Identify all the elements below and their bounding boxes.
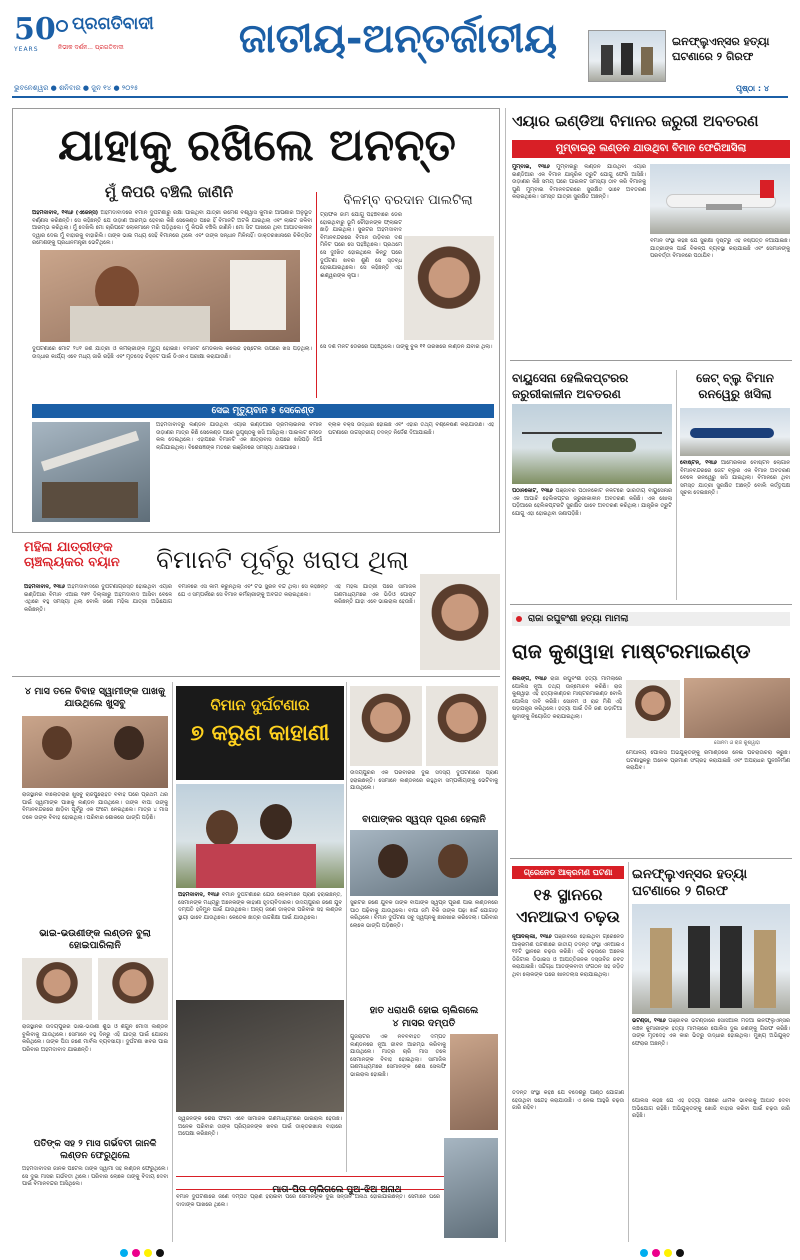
- tragic-box-title-2: ୭ କରୁଣ କାହାଣୀ: [190, 720, 330, 746]
- faulty-text1: ଅହମଦାବାଦରେ ଦୁର୍ଘଟଣାଗ୍ରସ୍ତ ହୋଇଥିବା ଏୟାର ଇଣ୍ଡିଆର ବିମାନ ଏଆଇ ୧୭୧ ଦିଲ୍ଲୀରୁ ଅହମଦାବାଦ ଆସିବା ବେଳେ ଏଥିରେ ବହୁ ସମସ୍ୟା ଥିଲା ବୋଲି ଜଣେ ମହିଳା ଯାତ୍ରୀ ଅଭିଯୋଗ କରିଛନ୍ତି।: [24, 584, 172, 613]
- couple-selfie-photo: [450, 1034, 498, 1130]
- anniversary-years: YEARS: [14, 46, 39, 53]
- sibling1-photo: [22, 958, 92, 1020]
- brand-logo-icon: [56, 20, 68, 32]
- raja-headline[interactable]: ରାଜ କୁଶୱାହା ମାଷ୍ଟରମାଇଣ୍ଡ: [512, 639, 751, 663]
- tragic-box-text2: ସ୍ୱଜନଙ୍କ ଶେଷ ଫଟୋ ଏବେ ସାମାଜିକ ଗଣମାଧ୍ୟମରେ ଭାଇରାଲ ହେଉଛି। ଅନେକ ପରିବାର ତାଙ୍କ ପ୍ରିୟଜନଙ୍କ ଖବର ପାଇଁ ଡାକ୍ତରଖାନା ବାହାରେ ଅପେକ୍ଷା କରିଛନ୍ତି।: [178, 1116, 342, 1138]
- grenade-kicker: [512, 866, 624, 879]
- story4-text: ଉଦୟପୁରର ଏକ ପରିବାରର ଦୁଇ ସଦସ୍ୟ ଦୁର୍ଘଟଣାରେ ପ୍ରାଣ ହରାଇଛନ୍ତି। ସେମାନେ ଲଣ୍ଡନରେ ରହୁଥିବା ସମ୍ପର୍କୀୟଙ୍କୁ ଭେଟିବାକୁ ଯାଉଥିଲେ।: [350, 770, 498, 792]
- teaser-headline[interactable]: ଇନଫ୍ଲୁଏନ୍ସର ହତ୍ୟା ଘଟଣାରେ ୨ ଗିରଫ: [672, 35, 770, 63]
- faulty-kicker: [24, 540, 154, 570]
- air-india-text2: ବିମାନ ସଂସ୍ଥା କହିଛି ଯେ ସୁରକ୍ଷା ଦୃଷ୍ଟିରୁ ଏହି ନିଷ୍ପତ୍ତି ନିଆଯାଇଛି। ଯାତ୍ରୀଙ୍କ ପାଇଁ ବିକଳ୍ପ ବ୍ୟବସ୍ଥା କରାଯାଇଛି ଏବଂ ସେମାନଙ୍କୁ ପରବର୍ତ୍ତୀ ବିମାନରେ ପଠାଯିବ।: [650, 238, 790, 260]
- teaser-photo: [588, 30, 666, 82]
- raja-byline: ଶିଲଙ୍ଗ, ୧୩ା୬: [512, 676, 547, 682]
- grenade-headline[interactable]: [512, 884, 624, 928]
- jetblue-headline[interactable]: ଜେଟ୍ ବ୍ଲୁ ବିମାନ ରନୱେରୁ ଖସିଲା: [696, 371, 774, 401]
- influencer-arrest-photo: [632, 904, 790, 1014]
- story1-text: ରାଜସ୍ଥାନର ବାଲୋତରାର ଖୁସବୁ ରାଜପୁରୋହିତ ବିବାହ ପରେ ପ୍ରଥମ ଥର ପାଇଁ ସ୍ୱାମୀଙ୍କ ପାଖକୁ ଲଣ୍ଡନ ଯାଉଥିଲେ। ତାଙ୍କ ବାପା ତାଙ୍କୁ ବିମାନବନ୍ଦରରେ ଛାଡ଼ିବା ପୂର୍ବରୁ ଏକ ଫଟୋ ନେଇଥିଲେ। ମାତ୍ର ୪ ମାସ ତଳେ ତାଙ୍କ ବିବାହ ହୋଇଥିଲା। ପରିବାର ଶୋକରେ ଭାଙ୍ଗି ପଡ଼ିଛି।: [22, 792, 168, 821]
- lead-sub3-band: [32, 404, 494, 418]
- story5-text: ସୁରଟର ଜଣେ ଯୁବକ ତାଙ୍କ ବାପାଙ୍କ ସ୍ୱପ୍ନ ପୂରଣ ପାଇଁ ଲଣ୍ଡନରେ ପାଠ ପଢ଼ିବାକୁ ଯାଉଥିଲେ। ବାପା ଜମି ବିକି ତାଙ୍କ ପଢ଼ା ଖର୍ଚ୍ଚ ଯୋଗାଡ଼ କରିଥିଲେ। ବିମାନ ଦୁର୍ଘଟଣା ସବୁ ସ୍ୱପ୍ନକୁ ଛାରଖାର କରିଦେଲା। ପରିବାର ଲୋକେ ଭାଙ୍ଗି ପଡ଼ିଛନ୍ତି।: [350, 900, 498, 929]
- khusboo-photo: [22, 716, 168, 788]
- family-group-photo: [176, 1000, 344, 1112]
- anniversary-number: 50: [14, 12, 56, 47]
- orphaned-children-photo: [444, 1138, 498, 1238]
- lead-sub1-byline: ଅହମଦାବାଦ, ୧୩ା୬ (ଏଜେନ୍ସି): [32, 210, 99, 216]
- lead-sub2-divider: [316, 192, 317, 398]
- tragic-box-text: ବିମାନ ଦୁର୍ଘଟଣାରେ ଯେଉଁ ଲୋକମାନେ ପ୍ରାଣ ହରାଇଛନ୍ତି, ସେମାନଙ୍କ ମଧ୍ୟରୁ ଅନେକଙ୍କ କାହାଣୀ ହୃଦୟବିଦାରକ। ଉଦୟପୁରର ଜଣେ ଯୁବ ଦମ୍ପତି ହନିମୁନ ପାଇଁ ଯାଉଥିଲେ। ଅନ୍ୟ ଜଣେ ଡାକ୍ତର ପରିବାର ସହ ଲଣ୍ଡନ ସ୍ଥାୟୀ ଭାବେ ଯାଉଥିଲେ। କେତେକ ଛାତ୍ର ଉଚ୍ଚଶିକ୍ଷା ପାଇଁ ଯାଉଥିଲେ।: [178, 892, 342, 921]
- lead-sub1-text: ଅହମଦାବାଦରେ ବିମାନ ଦୁର୍ଘଟଣାରୁ ରକ୍ଷା ପାଇଥିବା ଯାତ୍ରୀ ରମେଶ ବିଶ୍ୱାସ କୁମାର ଆପଣାର ଅନୁଭୂତି ବର୍ଣ୍ଣନା କରିଛନ୍ତି। ସେ କହିଛନ୍ତି ଯେ ଉଡ଼ାଣ ଆରମ୍ଭ ହେବାର କିଛି ସେକେଣ୍ଡ ପରେ ହିଁ ବିମାନଟି ଅଟକି ଯାଇଥିଲା ଏବଂ ଲାଇଟ ଜଳିବା ଆରମ୍ଭ କରିଥିଲା। ମୁଁ ଦେଖିଲି ମୋ ଚାରିପଟେ ଲୋକମାନେ ମରି ପଡ଼ିଥିଲେ। ମୁଁ କିପରି ବଞ୍ଚିଲି ଜାଣିନି। ମୋ ସିଟ ପାଖରେ ଥିବା ଆପାତକାଳୀନ ଦ୍ୱାର ଦେଇ ମୁଁ ବାହାରକୁ ବାହାରିଲି। ତାଙ୍କ ଭାଇ ମଧ୍ୟ ସେହି ବିମାନରେ ଥିଲେ ଏବଂ ତାଙ୍କ ସନ୍ଧାନ ମିଳିନାହିଁ। ଡାକ୍ତରଖାନାରେ ଚିକିତ୍ସିତ ରମେଶଙ୍କୁ ପ୍ରଧାନମନ୍ତ୍ରୀ ଭେଟିଥିଲେ।: [32, 210, 312, 247]
- grenade-text: ପଞ୍ଜାବରେ ହୋଇଥିବା ଗ୍ରେନେଡ ଆକ୍ରମଣ ଘଟଣାରେ ଜାତୀୟ ତଦନ୍ତ ସଂସ୍ଥା ଏନଆଇଏ ୧୫ଟି ସ୍ଥାନରେ ଚଢ଼ଉ କରିଛି। ଏହି ଚଢ଼ଉରେ ଅନେକ ଡିଜିଟାଲ ଡିଭାଇସ ଓ ଆପତ୍ତିଜନକ ଦସ୍ତାବିଜ ଜବତ କରାଯାଇଛି। ସନ୍ଦିଗ୍ଧ ଆତଙ୍କବାଦୀ ସଂଗଠନ ସହ ଜଡ଼ିତ ଥିବା ଲୋକଙ୍କ ଘରେ ଖାନତଲାସ କରାଯାଇଥିଲା।: [512, 934, 624, 978]
- page-number: ପୃଷ୍ଠା : ୪: [736, 84, 769, 93]
- air-india-plane-photo: [650, 164, 790, 234]
- grenade-byline: ନୂଆଦିଲ୍ଲୀ, ୧୩ା୬: [512, 934, 552, 940]
- grenade-headline-line1: ୧୫ ସ୍ଥାନରେ: [533, 885, 603, 904]
- air-india-text: ମୁମ୍ବାଇରୁ ଲଣ୍ଡନ ଯାଉଥିବା ଏୟାର ଇଣ୍ଡିଆର ଏକ ବିମାନ ଯାନ୍ତ୍ରିକ ତ୍ରୁଟି ଯୋଗୁ ଫେରି ଆସିଛି। ଉଡ଼ାଣର କିଛି ସମୟ ପରେ ପାଇଲଟ ସମସ୍ୟା ଠାବ କରି ବିମାନକୁ ପୁଣି ମୁମ୍ବାଇ ବିମାନବନ୍ଦରରେ ସୁରକ୍ଷିତ ଭାବେ ଅବତରଣ କରାଇଥିଲେ। ସମସ୍ତ ଯାତ୍ରୀ ସୁରକ୍ଷିତ ଅଛନ୍ତି।: [512, 164, 646, 201]
- father-dream-photo: [350, 830, 498, 896]
- influencer-text: ପଞ୍ଜାବର ଭଟିଣ୍ଡାରେ ସୋସିଆଲ ମିଡିଆ ଇନଫ୍ଲୁଏନ୍ସର କଞ୍ଚନ କୁମାରୀଙ୍କ ହତ୍ୟା ମାମଲାରେ ପୋଲିସ ଦୁଇ ଜଣଙ୍କୁ ଗିରଫ କରିଛି। ତାଙ୍କ ମୃତଦେହ ଏକ କାର ଭିତରୁ ଉଦ୍ଧାର ହୋଇଥିଲା। ମୁଖ୍ୟ ଅଭିଯୁକ୍ତ ଫେରାର ଅଛନ୍ତି।: [632, 1018, 790, 1047]
- crash-photo: [32, 422, 150, 522]
- woman-passenger-photo: [420, 574, 500, 670]
- helicopter-headline[interactable]: ବାୟୁସେନା ହେଲିକପ୍ଟରର ଜରୁରୀକାଳୀନ ଅବତରଣ: [512, 371, 629, 401]
- lead-sub3-headline[interactable]: ସେଇ ମୃତ୍ୟୁବାନ ୫ ସେକେଣ୍ଡ: [211, 406, 315, 416]
- faulty-kicker-line1: ମହିଳା ଯାତ୍ରୀଙ୍କ: [24, 540, 113, 555]
- story1-headline[interactable]: ୪ ମାସ ତଳେ ବିବାହ ସ୍ୱାମୀଙ୍କ ପାଖକୁ ଯାଉଥିଲେ ଖୁସବୁ: [24, 686, 166, 709]
- raja-kicker-bullet: [516, 616, 522, 622]
- jetblue-photo: [680, 408, 790, 456]
- story6-headline-line2: ୪ ମାସର ଦମ୍ପତି: [392, 1018, 456, 1029]
- lead-sub3-text: ଅହମଦାବାଦରୁ ଲଣ୍ଡନ ଯାଉଥିବା ଏୟାର ଇଣ୍ଡିଆର ଡ୍ରିମଲାଇନର ବିମାନ ଉଡ଼ାଣର ମାତ୍ର କିଛି ସେକେଣ୍ଡ ପରେ ଭୂପୃଷ୍ଠକୁ ଖସି ଆସିଥିଲା। ପାଇଲଟ ମେଡେ କଲ ଦେଇଥିଲେ। ଏହାପରେ ବିମାନଟି ଏକ ଛାତ୍ରାବାସ ଉପରେ ଖସିପଡ଼ି ନିଆଁ ଲାଗିଯାଇଥିଲା। ବିଶେଷଜ୍ଞଙ୍କ ମତରେ ଇଞ୍ଜିନରେ ସମସ୍ୟା ଥାଇପାରେ।: [156, 422, 322, 451]
- masthead: [0, 0, 800, 93]
- brand-tagline: ନିଭୀକ ଦର୍ଶନ... ପ୍ରଗତିବାଦୀ: [58, 44, 124, 51]
- tragic-box-title-1: ବିମାନ ଦୁର୍ଘଟଣାର: [210, 696, 310, 714]
- lead-sub2-text2: ସେ ଦଶ ମିନିଟ ଡେରିରେ ପହଞ୍ଚିଥିଲେ। ତାଙ୍କୁ ବୁକ ୧୧ ତାରିଖରେ ଲଣ୍ଡନ ଯିବାର ଥିଲା।: [320, 344, 493, 350]
- story7-headline[interactable]: ମାତା-ପିତା ଚାଲିଗଲେ ପୁଅ-ଝିଅ ଅନାଥ: [272, 1185, 402, 1195]
- sonam-raj-photo: [684, 678, 790, 738]
- helicopter-text: ପଞ୍ଜାବର ପଠାନକୋଟ ନିକଟରେ ଭାରତୀୟ ବାୟୁସେନାର ଏକ ଆପାଚି ହେଲିକପ୍ଟର ଜରୁରୀକାଳୀନ ଅବତରଣ କରିଛି। ଏକ ଖୋଲା ପଡ଼ିଆରେ ହେଲିକପ୍ଟରଟି ସୁରକ୍ଷିତ ଭାବେ ଅବତରଣ କରିଥିଲା। ଯାନ୍ତ୍ରିକ ତ୍ରୁଟି ଯୋଗୁ ଏହା ହୋଇଥିବା ଜଣାପଡ଼ିଛି।: [512, 488, 672, 517]
- air-india-band-text: ମୁମ୍ବାଇରୁ ଲଣ୍ଡନ ଯାଉଥିବା ବିମାନ ଫେରିଆସିଲା: [555, 143, 747, 154]
- raj-kushwaha-photo: [626, 680, 680, 738]
- story3-text: ଅହମଦାବାଦର ଜାନକି ପଟେଲ ତାଙ୍କ ସ୍ୱାମୀ ସହ ଲଣ୍ଡନ ଫେରୁଥିଲେ। ସେ ଦୁଇ ମାସର ଗର୍ଭବତୀ ଥିଲେ। ପରିବାର ଲୋକେ ତାଙ୍କୁ ବିଦାୟ ଦେବା ପାଇଁ ବିମାନବନ୍ଦର ଆସିଥିଲେ।: [22, 1166, 168, 1188]
- story2-headline[interactable]: ଭାଇ-ଭଉଣୀଙ୍କ ଲଣ୍ଡନ ବୁଲା ହୋଇପାରିଲାନି: [39, 928, 151, 951]
- influencer-byline: ଭଟିଣ୍ଡା, ୧୩ା୬: [632, 1018, 666, 1024]
- raja-photo-caption: ସୋନମ ଓ ରାଜ କୁଶୱାହା: [713, 740, 761, 746]
- masthead-rule: [12, 96, 788, 98]
- faulty-text3: ଏହି ମହିଳା ଯାତ୍ରୀ ପରେ ସାମାଜିକ ଗଣମାଧ୍ୟମରେ ଏକ ଭିଡିଓ ପୋଷ୍ଟ କରିଛନ୍ତି ଯାହା ଏବେ ଭାଇରାଲ ହେଉଛି।: [334, 584, 416, 606]
- raja-text: ରାଜା ରଘୁବଂଶୀ ହତ୍ୟା ମାମଲାରେ ପୋଲିସ ନୂଆ ତଥ୍ୟ ଉନ୍ମୋଚନ କରିଛି। ରାଜ କୁଶୱାହା ଏହି ହତ୍ୟାକାଣ୍ଡର ମାଷ୍ଟରମାଇଣ୍ଡ ବୋଲି ପୋଲିସ ଦାବି କରିଛି। ସୋନମ ଓ ରାଜ ମିଶି ଏହି ଷଡ଼ଯନ୍ତ୍ର କରିଥିଲେ। ହତ୍ୟା ପାଇଁ ତିନି ଜଣ ଭଡ଼ାଟିଆ ଖୁନୀଙ୍କୁ ନିୟୋଜିତ କରାଯାଇଥିଲା।: [512, 676, 622, 720]
- brand-name: ପ୍ରଗତିବାଦୀ: [72, 14, 154, 34]
- story6-text: ଗୁଜରାଟର ଏକ ନବବିବାହିତ ଦମ୍ପତି ଲଣ୍ଡନରେ ନୂଆ ଜୀବନ ଆରମ୍ଭ କରିବାକୁ ଯାଉଥିଲେ। ମାତ୍ର ଚାରି ମାସ ତଳେ ସେମାନଙ୍କ ବିବାହ ହୋଇଥିଲା। ସାମାଜିକ ଗଣମାଧ୍ୟମରେ ସେମାନଙ୍କ ଶେଷ ସେଲଫି ଭାଇରାଲ ହୋଇଛି।: [350, 1034, 446, 1078]
- story2-text: ରାଜସ୍ଥାନର ଉଦୟପୁରର ଭାଇ-ଭଉଣୀ ଶୁଭ ଓ ଶଗୁନ ମୋଦୀ ଲଣ୍ଡନ ବୁଲିବାକୁ ଯାଉଥିଲେ। ସେମାନେ ବହୁ ଦିନରୁ ଏହି ଯାତ୍ରା ପାଇଁ ଯୋଜନା କରିଥିଲେ। ତାଙ୍କ ପିତା ଜଣେ ମାର୍ବଲ ବ୍ୟବସାୟୀ। ଦୁର୍ଘଟଣା ଖବର ପାଇ ପରିବାର ଅହମଦାବାଦ ଯାଇଛନ୍ତି।: [22, 1024, 168, 1053]
- faulty-kicker-line2: ଚାଞ୍ଚଲ୍ୟକର ବୟାନ: [24, 555, 120, 570]
- faulty-byline: ଅହମଦାବାଦ, ୧୩ା୬: [24, 584, 66, 590]
- section-title: ଜାତୀୟ-ଅନ୍ତର୍ଜାତୀୟ: [238, 16, 558, 62]
- bhoomi-photo: [404, 236, 494, 340]
- anniversary-logo: [14, 14, 54, 60]
- raja-text2: ମେଘାଳୟ ପୋଲିସ ଅଭିଯୁକ୍ତଙ୍କୁ ରିମାଣ୍ଡରେ ନେଇ ପଚରାଉଚରା କରୁଛି। ଘଟଣାସ୍ଥଳରୁ ଅନେକ ପ୍ରମାଣ ସଂଗ୍ରହ କରାଯାଇଛି ଏବଂ ଅପରାଧର ପୁନଃନିର୍ମାଣ କରାଯିବ।: [626, 750, 790, 772]
- lead-sub1-text2: ଦୁର୍ଘଟଣାରେ ମୋଟ ୨୪୧ ଜଣ ଯାତ୍ରୀ ଓ କର୍ମଚାରୀଙ୍କ ମୃତ୍ୟୁ ହୋଇଛି। ବିମାନଟି ମେଡିକାଲ କଲେଜ ହଷ୍ଟେଲ ଉପରେ ଖସି ପଡ଼ିଥିଲା। ଉଦ୍ଧାର କାର୍ଯ୍ୟ ଏବେ ମଧ୍ୟ ଜାରି ରହିଛି ଏବଂ ମୃତଦେହ ଚିହ୍ନଟ ପାଇଁ ଡିଏନଏ ପରୀକ୍ଷା କରାଯାଉଛି।: [32, 346, 312, 360]
- faulty-headline[interactable]: ବିମାନଟି ପୂର୍ବରୁ ଖରାପ ଥିଲା: [156, 545, 409, 574]
- jetblue-text: ଆମେରିକାର ବୋଷ୍ଟନ ଲୋଗାନ ବିମାନବନ୍ଦରରେ ଜେଟ ବ୍ଲୁର ଏକ ବିମାନ ଅବତରଣ ବେଳେ ରନୱେରୁ ଖସି ଯାଇଥିଲା। ବିମାନରେ ଥିବା ସମସ୍ତ ଯାତ୍ରୀ ସୁରକ୍ଷିତ ଅଛନ୍ତି ବୋଲି କର୍ତ୍ତୃପକ୍ଷ ସୂଚନା ଦେଇଛନ୍ତି।: [680, 460, 790, 497]
- story7-text: ବିମାନ ଦୁର୍ଘଟଣାରେ ଜଣେ ଦମ୍ପତି ପ୍ରାଣ ହରାଇବା ପରେ ସେମାନଙ୍କ ଦୁଇ ସନ୍ତାନ ଅନାଥ ହୋଇଯାଇଛନ୍ତି। ସେମାନେ ଘରେ ଦାଦାଙ୍କ ପାଖରେ ଥିଲେ।: [176, 1194, 440, 1208]
- helicopter-byline: ପଠାନକୋଟ, ୧୩ା୬: [512, 488, 553, 494]
- story6-headline[interactable]: [350, 1004, 498, 1030]
- air-india-byline: ମୁମ୍ବାଇ, ୧୩ା୬: [512, 164, 550, 170]
- lead-sub2-headline[interactable]: ବିଳମ୍ବ ବରଦାନ ପାଲଟିଲା: [343, 193, 473, 208]
- air-india-band: [512, 140, 790, 158]
- survivor-photo: [40, 250, 300, 342]
- faulty-text2: ବିମାନରେ ଏସି କାମ କରୁନଥିଲା ଏବଂ ଟିଭି ସ୍କ୍ରିନ ବନ୍ଦ ଥିଲା। ସେ କହିଛନ୍ତି ଯେ ଏ ସମ୍ପର୍କରେ ସେ ବିମାନ କର୍ମଚାରୀଙ୍କୁ ଅବଗତ କରାଇଥିଲେ।: [178, 584, 328, 598]
- dateline: ଭୁବନେଶ୍ୱର ● ଶନିବାର ● ଜୁନ ୧୪ ● ୨୦୨୫: [14, 84, 139, 92]
- story6-headline-line1: ହାତ ଧରାଧରି ହୋଇ ଚାଲିଗଲେ: [369, 1005, 479, 1016]
- tragic-stories-box: [176, 686, 344, 780]
- honeymoon-couple-photo: [176, 784, 344, 888]
- lead-sub3-text2: ବ୍ଲାକ ବକ୍ସ ଉଦ୍ଧାର ହୋଇଛି ଏବଂ ଏହାର ତଥ୍ୟ ବିଶ୍ଳେଷଣ କରାଯାଉଛି। ଏହି ଘଟଣାରେ ଉଚ୍ଚସ୍ତରୀୟ ତଦନ୍ତ ନିର୍ଦ୍ଦେଶ ଦିଆଯାଇଛି।: [328, 422, 494, 436]
- influencer-headline[interactable]: ଇନଫ୍ଲୁଏନ୍ସର ହତ୍ୟା ଘଟଣାରେ ୨ ଗିରଫ: [632, 867, 748, 899]
- grenade-kicker-text: ଗ୍ରେନେଡ ଆକ୍ରମଣ ଘଟଣା: [523, 868, 613, 877]
- lead-sub1-headline[interactable]: ମୁଁ କିପରି ବଞ୍ଚିଲି ଜାଣିନି: [104, 183, 234, 201]
- helicopter-photo: [512, 404, 672, 484]
- lead-sub2-text: ଟ୍ରାଫିକ ଜାମ ଯୋଗୁ ପହଞ୍ଚିବାରେ ଡେରି ହୋଇଥିବାରୁ ଭୂମି ଚୌହାନଙ୍କ ଫ୍ଲାଇଟ ଛାଡ଼ି ଯାଇଥିଲା। ସୁରଟର ଅହମଦାବାଦ ବିମାନବନ୍ଦରରେ ବିମାନ ଉଡ଼ିବାର ଦଶ ମିନିଟ ପରେ ସେ ପହଞ୍ଚିଥିଲେ। ପ୍ରଥମେ ସେ ଦୁଃଖିତ ହୋଇଥିଲେ କିନ୍ତୁ ପରେ ଦୁର୍ଘଟଣା ଖବର ଶୁଣି ସେ ସ୍ତବ୍ଧ ହୋଇଯାଇଥିଲେ। ସେ କହିଛନ୍ତି ଏହା ଈଶ୍ୱରଙ୍କ କୃପା।: [320, 212, 402, 279]
- tragic-box-byline: ଅହମଦାବାଦ, ୧୩ା୬: [178, 892, 220, 898]
- air-india-headline[interactable]: ଏୟାର ଇଣ୍ଡିଆ ବିମାନର ଜରୁରୀ ଅବତରଣ: [512, 112, 759, 130]
- jetblue-byline: ବୋଷ୍ଟନ, ୧୩ା୬: [680, 460, 717, 466]
- sibling2-photo: [98, 958, 168, 1020]
- print-color-bar: [0, 1246, 800, 1260]
- influencer-text2: ପୋଲିସ କହିଛି ଯେ ଏହି ହତ୍ୟା ପଛରେ ଧାର୍ମିକ ଭାବନାକୁ ଆଘାତ ଦେବା ଅଭିଯୋଗ ରହିଛି। ଅଭିଯୁକ୍ତଙ୍କୁ ଖୋଜି ବାହାର କରିବା ପାଇଁ ଚଢ଼ଉ ଜାରି ରହିଛି।: [632, 1098, 790, 1120]
- raja-kicker-text: ରାଜା ରଘୁବଂଶୀ ହତ୍ୟା ମାମଲା: [528, 614, 629, 624]
- raja-kicker: [512, 612, 790, 626]
- grenade-text2: ତଦନ୍ତ ସଂସ୍ଥା କହିଛି ଯେ ବିଦେଶରୁ ପାଣ୍ଠି ଯୋଗାଣ ହେଉଥିବା ସନ୍ଦେହ କରାଯାଉଛି। ଏ ନେଇ ଆହୁରି ଚଢ଼ଉ ଜାରି ରହିବ।: [512, 1090, 624, 1112]
- story5-headline[interactable]: ବାପାଙ୍କର ସ୍ୱପ୍ନ ପୂରଣ ହେଲାନି: [362, 814, 486, 825]
- lead-headline[interactable]: ଯାହାକୁ ରଖିଲେ ଅନନ୍ତ: [58, 120, 456, 171]
- story3-headline[interactable]: ପତିଙ୍କ ସହ ୨ ମାସ ଗର୍ଭବତୀ ଜାନକି ଲଣ୍ଡନ ଫେରୁଥିଲେ: [33, 1139, 157, 1161]
- grenade-headline-line2: ଏନଆଇଏ ଚଢ଼ଉ: [516, 907, 620, 926]
- victim-woman-photo: [350, 686, 422, 766]
- victim-man-photo: [426, 686, 498, 766]
